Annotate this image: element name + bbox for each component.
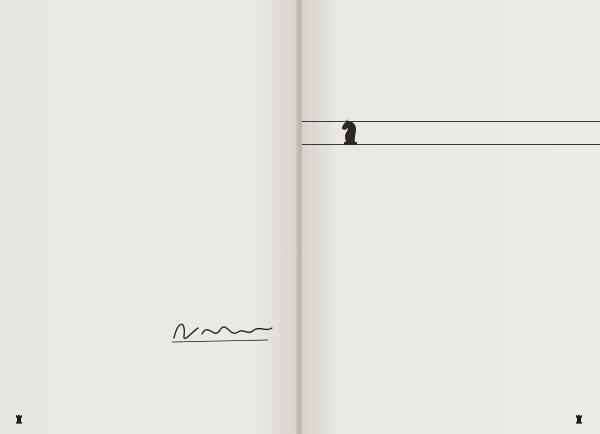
section-heading-band — [302, 115, 600, 149]
handwritten-signature — [168, 310, 278, 350]
left-body-text — [14, 12, 282, 298]
chess-knight-icon — [338, 118, 362, 148]
right-body-text — [318, 165, 588, 415]
right-page-footer — [570, 414, 588, 424]
left-page — [0, 0, 298, 434]
left-page-footer — [10, 414, 28, 424]
right-page — [302, 0, 600, 434]
chess-rook-icon — [15, 414, 23, 424]
chess-rook-icon — [575, 414, 583, 424]
